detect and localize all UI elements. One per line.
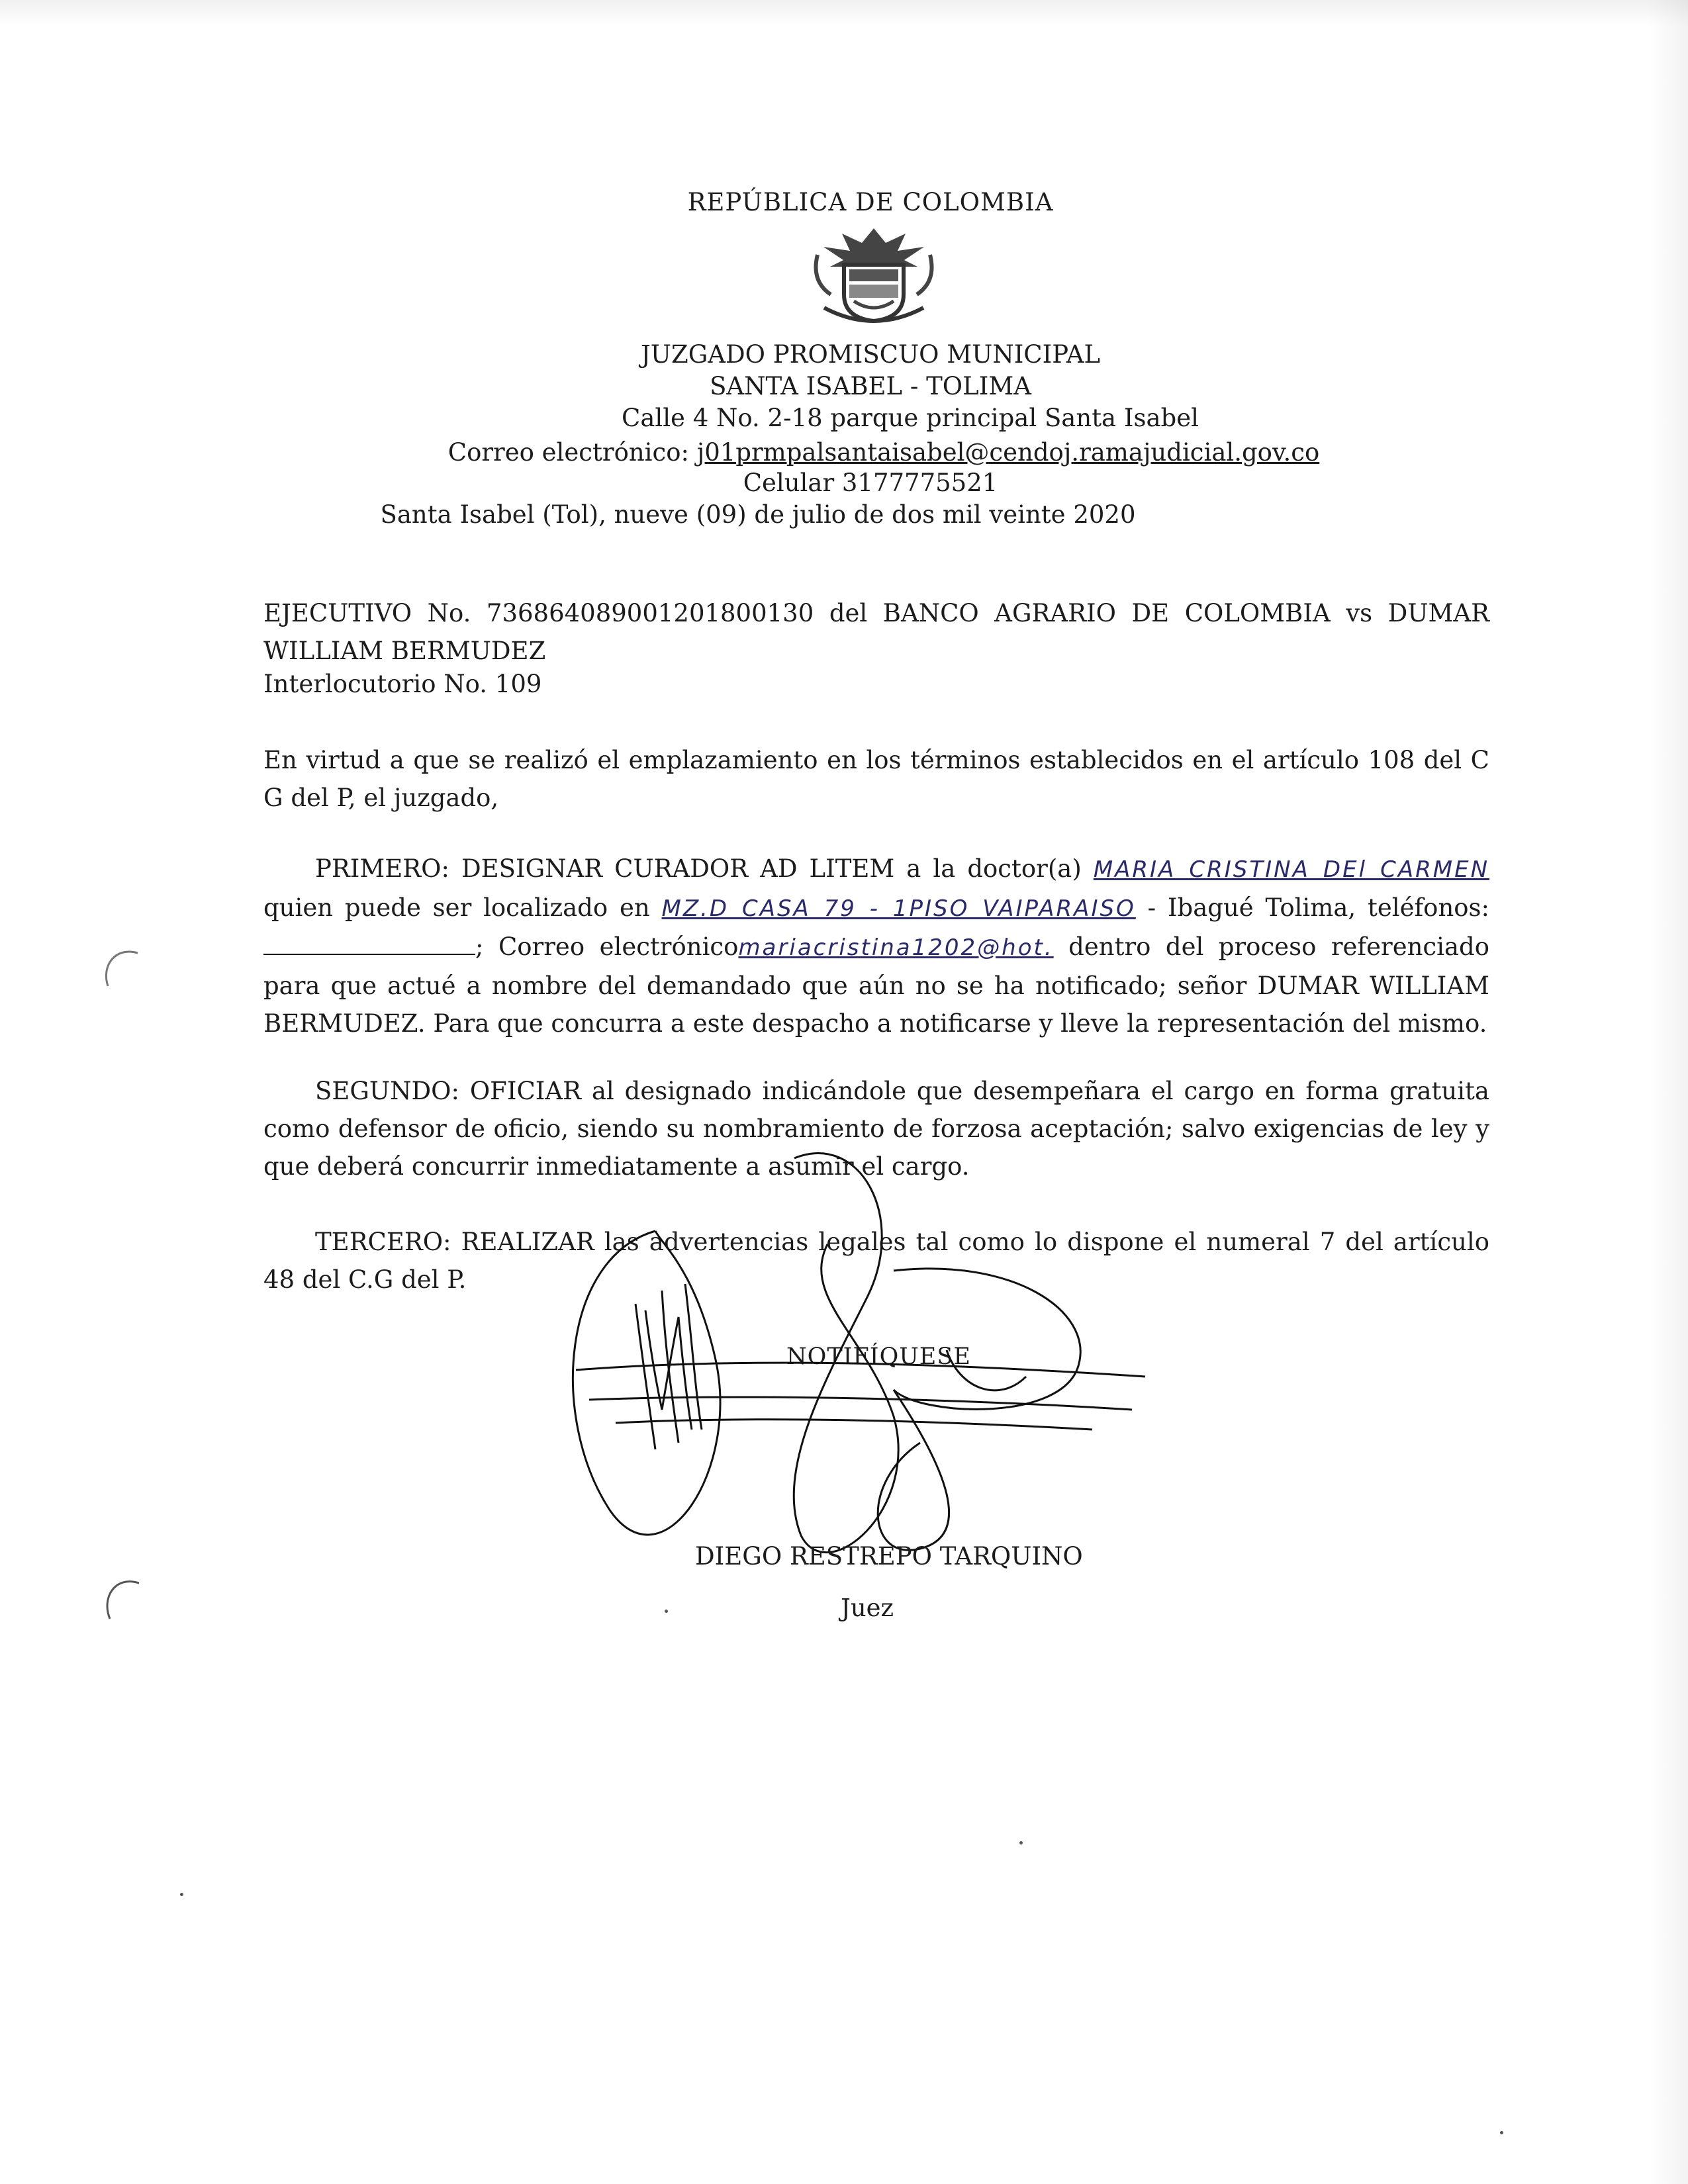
punch-hole-mark xyxy=(98,946,148,997)
notifiquese-label: NOTIFÍQUESE xyxy=(786,1343,971,1370)
scan-speck xyxy=(180,1893,183,1896)
header-celular: Celular 3177775521 xyxy=(743,469,998,497)
scan-speck xyxy=(1500,2131,1503,2134)
header-direccion: Calle 4 No. 2-18 parque principal Santa Isabel xyxy=(622,404,1199,432)
primero-text-2: quien puede ser localizado en xyxy=(263,893,662,922)
primero-text-4: ; Correo electrónico xyxy=(475,933,739,961)
segundo-text: SEGUNDO: OFICIAR al designado indicándole que desempeñara el cargo en forma gratuita como defensor de oficio, siendo su nombramiento de forzosa aceptación; salvo exigencias de ley y que deberá concurrir inmediatamente a asumir el cargo. xyxy=(263,1077,1489,1181)
considerando-paragraph: En virtud a que se realizó el emplazamiento en los términos establecidos en el artículo 108 del C G del P, el juzgado, xyxy=(263,746,1489,812)
primero-text-1: PRIMERO: DESIGNAR CURADOR AD LITEM a la doctor(a) xyxy=(315,854,1094,883)
coat-of-arms-seal xyxy=(804,222,943,324)
interlocutorio: Interlocutorio No. 109 xyxy=(263,670,542,698)
header-republica: REPÚBLICA DE COLOMBIA xyxy=(687,188,1054,216)
header-correo xyxy=(40,437,1688,469)
primero-paragraph xyxy=(263,850,1489,1042)
handwritten-correo: mariacristina1202@hot. xyxy=(738,934,1054,961)
handwritten-nombre: MARIA CRISTINA DEl CARMEN xyxy=(1093,856,1489,883)
correo-link[interactable]: j01prmpalsantaisabel@cendoj.ramajudicial.gov.co xyxy=(696,438,1320,467)
scan-shadow-right xyxy=(1648,0,1688,2184)
referencia-proceso: EJECUTIVO No. 73686408900120180013​0 del BANCO AGRARIO DE COLOMBIA vs DUMAR WILLIAM BERMUDEZ xyxy=(263,599,1489,665)
handwritten-signature xyxy=(549,1138,1211,1562)
header-municipio: SANTA ISABEL - TOLIMA xyxy=(710,372,1031,400)
judge-title: Juez xyxy=(841,1594,894,1622)
judge-name: DIEGO RESTREPO TARQUINO xyxy=(695,1542,1083,1570)
telefonos-blank-line xyxy=(263,931,475,955)
punch-hole-mark xyxy=(98,1575,148,1625)
scan-speck xyxy=(1019,1841,1023,1844)
handwritten-direccion: MZ.D CASA 79 - 1PISO VAIPARAISO xyxy=(661,895,1136,922)
header-juzgado: JUZGADO PROMISCUO MUNICIPAL xyxy=(640,340,1101,369)
correo-label: Correo electrónico: xyxy=(447,438,697,467)
header-fecha: Santa Isabel (Tol), nueve (09) de julio de dos mil veinte 2020 xyxy=(380,500,1136,529)
tercero-text: TERCERO: REALIZAR las advertencias legales tal como lo dispone el numeral 7 del artículo 48 del C.G del P. xyxy=(263,1228,1489,1294)
scan-shadow-top xyxy=(0,0,1688,26)
scan-speck xyxy=(665,1610,668,1613)
primero-text-5: dentro del proceso referenciado para que actué a nombre del demandado que aún no se ha notificado; señor DUMAR WILLIAM BERMUDEZ. Para que concurra a este despacho a notificarse y lleve la representación del mismo. xyxy=(263,933,1489,1038)
primero-text-3: - Ibagué Tolima, teléfonos: xyxy=(1135,893,1489,922)
